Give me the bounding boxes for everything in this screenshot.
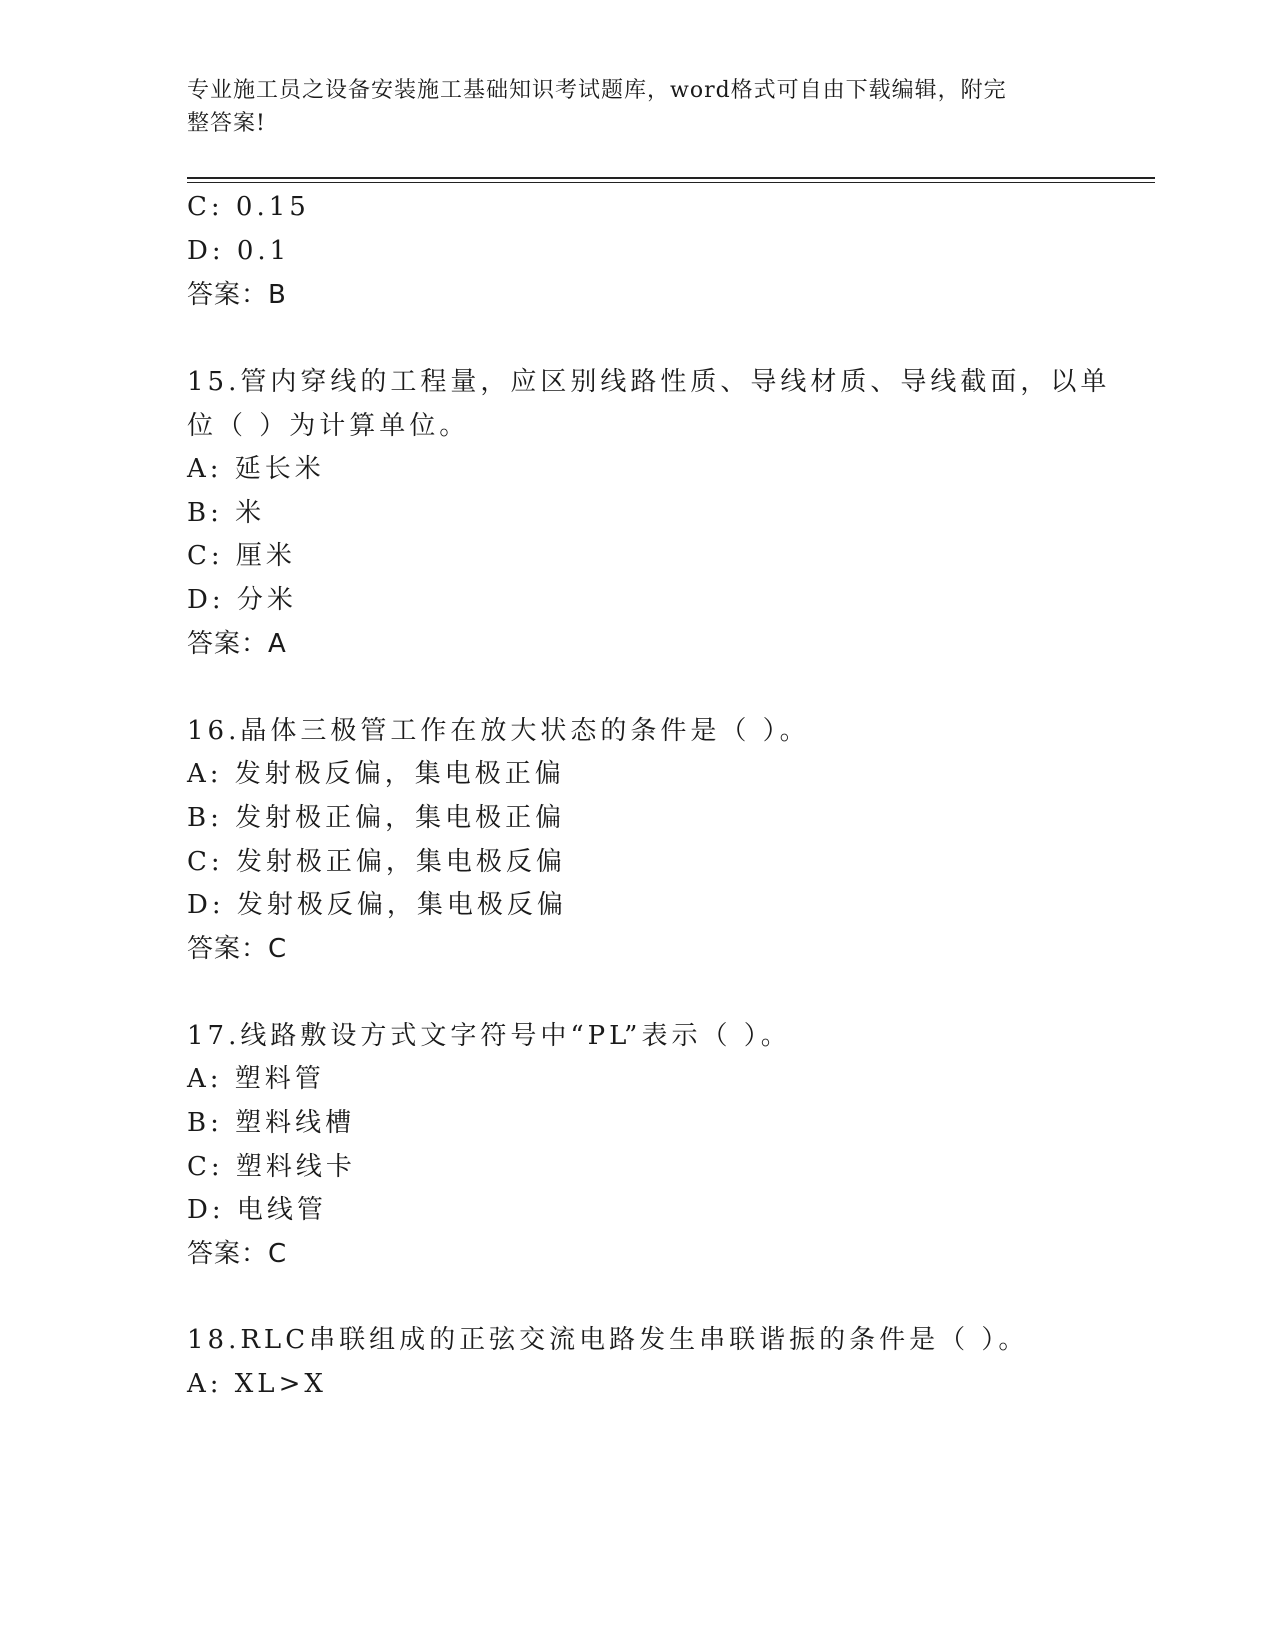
q15-stem-line-1: 15.管内穿线的工程量，应区别线路性质、导线材质、导线截面，以单	[187, 367, 1111, 397]
q15-option-b: B: 米	[187, 498, 266, 528]
q14-option-c: C: 0.15	[187, 192, 310, 222]
header-rule-thick	[187, 177, 1155, 179]
q16-stem: 16.晶体三极管工作在放大状态的条件是（ ）。	[187, 716, 810, 746]
q16-option-d: D: 发射极反偏，集电极反偏	[187, 890, 567, 920]
q16-option-b: B: 发射极正偏，集电极正偏	[187, 803, 566, 833]
q17-option-d: D: 电线管	[187, 1195, 327, 1225]
q14-answer: 答案：B	[187, 280, 287, 310]
q16-option-a: A: 发射极反偏，集电极正偏	[187, 759, 565, 789]
header-line-1: 专业施工员之设备安装施工基础知识考试题库，word格式可自由下载编辑，附完	[187, 78, 1007, 103]
q17-option-b: B: 塑料线槽	[187, 1108, 356, 1138]
q15-option-a: A: 延长米	[187, 454, 325, 484]
q16-option-c: C: 发射极正偏，集电极反偏	[187, 847, 566, 877]
q17-answer: 答案：C	[187, 1239, 288, 1269]
q15-stem-line-2: 位（ ）为计算单位。	[187, 411, 470, 441]
header-rule-thin	[187, 182, 1155, 183]
q16-answer: 答案：C	[187, 934, 288, 964]
q17-option-c: C: 塑料线卡	[187, 1152, 356, 1182]
page-header	[187, 74, 1067, 140]
q17-option-a: A: 塑料管	[187, 1064, 325, 1094]
q14-option-d: D: 0.1	[187, 236, 291, 266]
q18-option-a: A: XL>X	[187, 1369, 327, 1399]
q15-answer: 答案：A	[187, 629, 287, 659]
q15-option-c: C: 厘米	[187, 541, 296, 571]
header-line-2: 整答案!	[187, 111, 266, 136]
q18-stem: 18.RLC串联组成的正弦交流电路发生串联谐振的条件是（ ）。	[187, 1325, 1029, 1355]
q15-option-d: D: 分米	[187, 585, 297, 615]
q17-stem: 17.线路敷设方式文字符号中“PL”表示（ ）。	[187, 1021, 791, 1051]
